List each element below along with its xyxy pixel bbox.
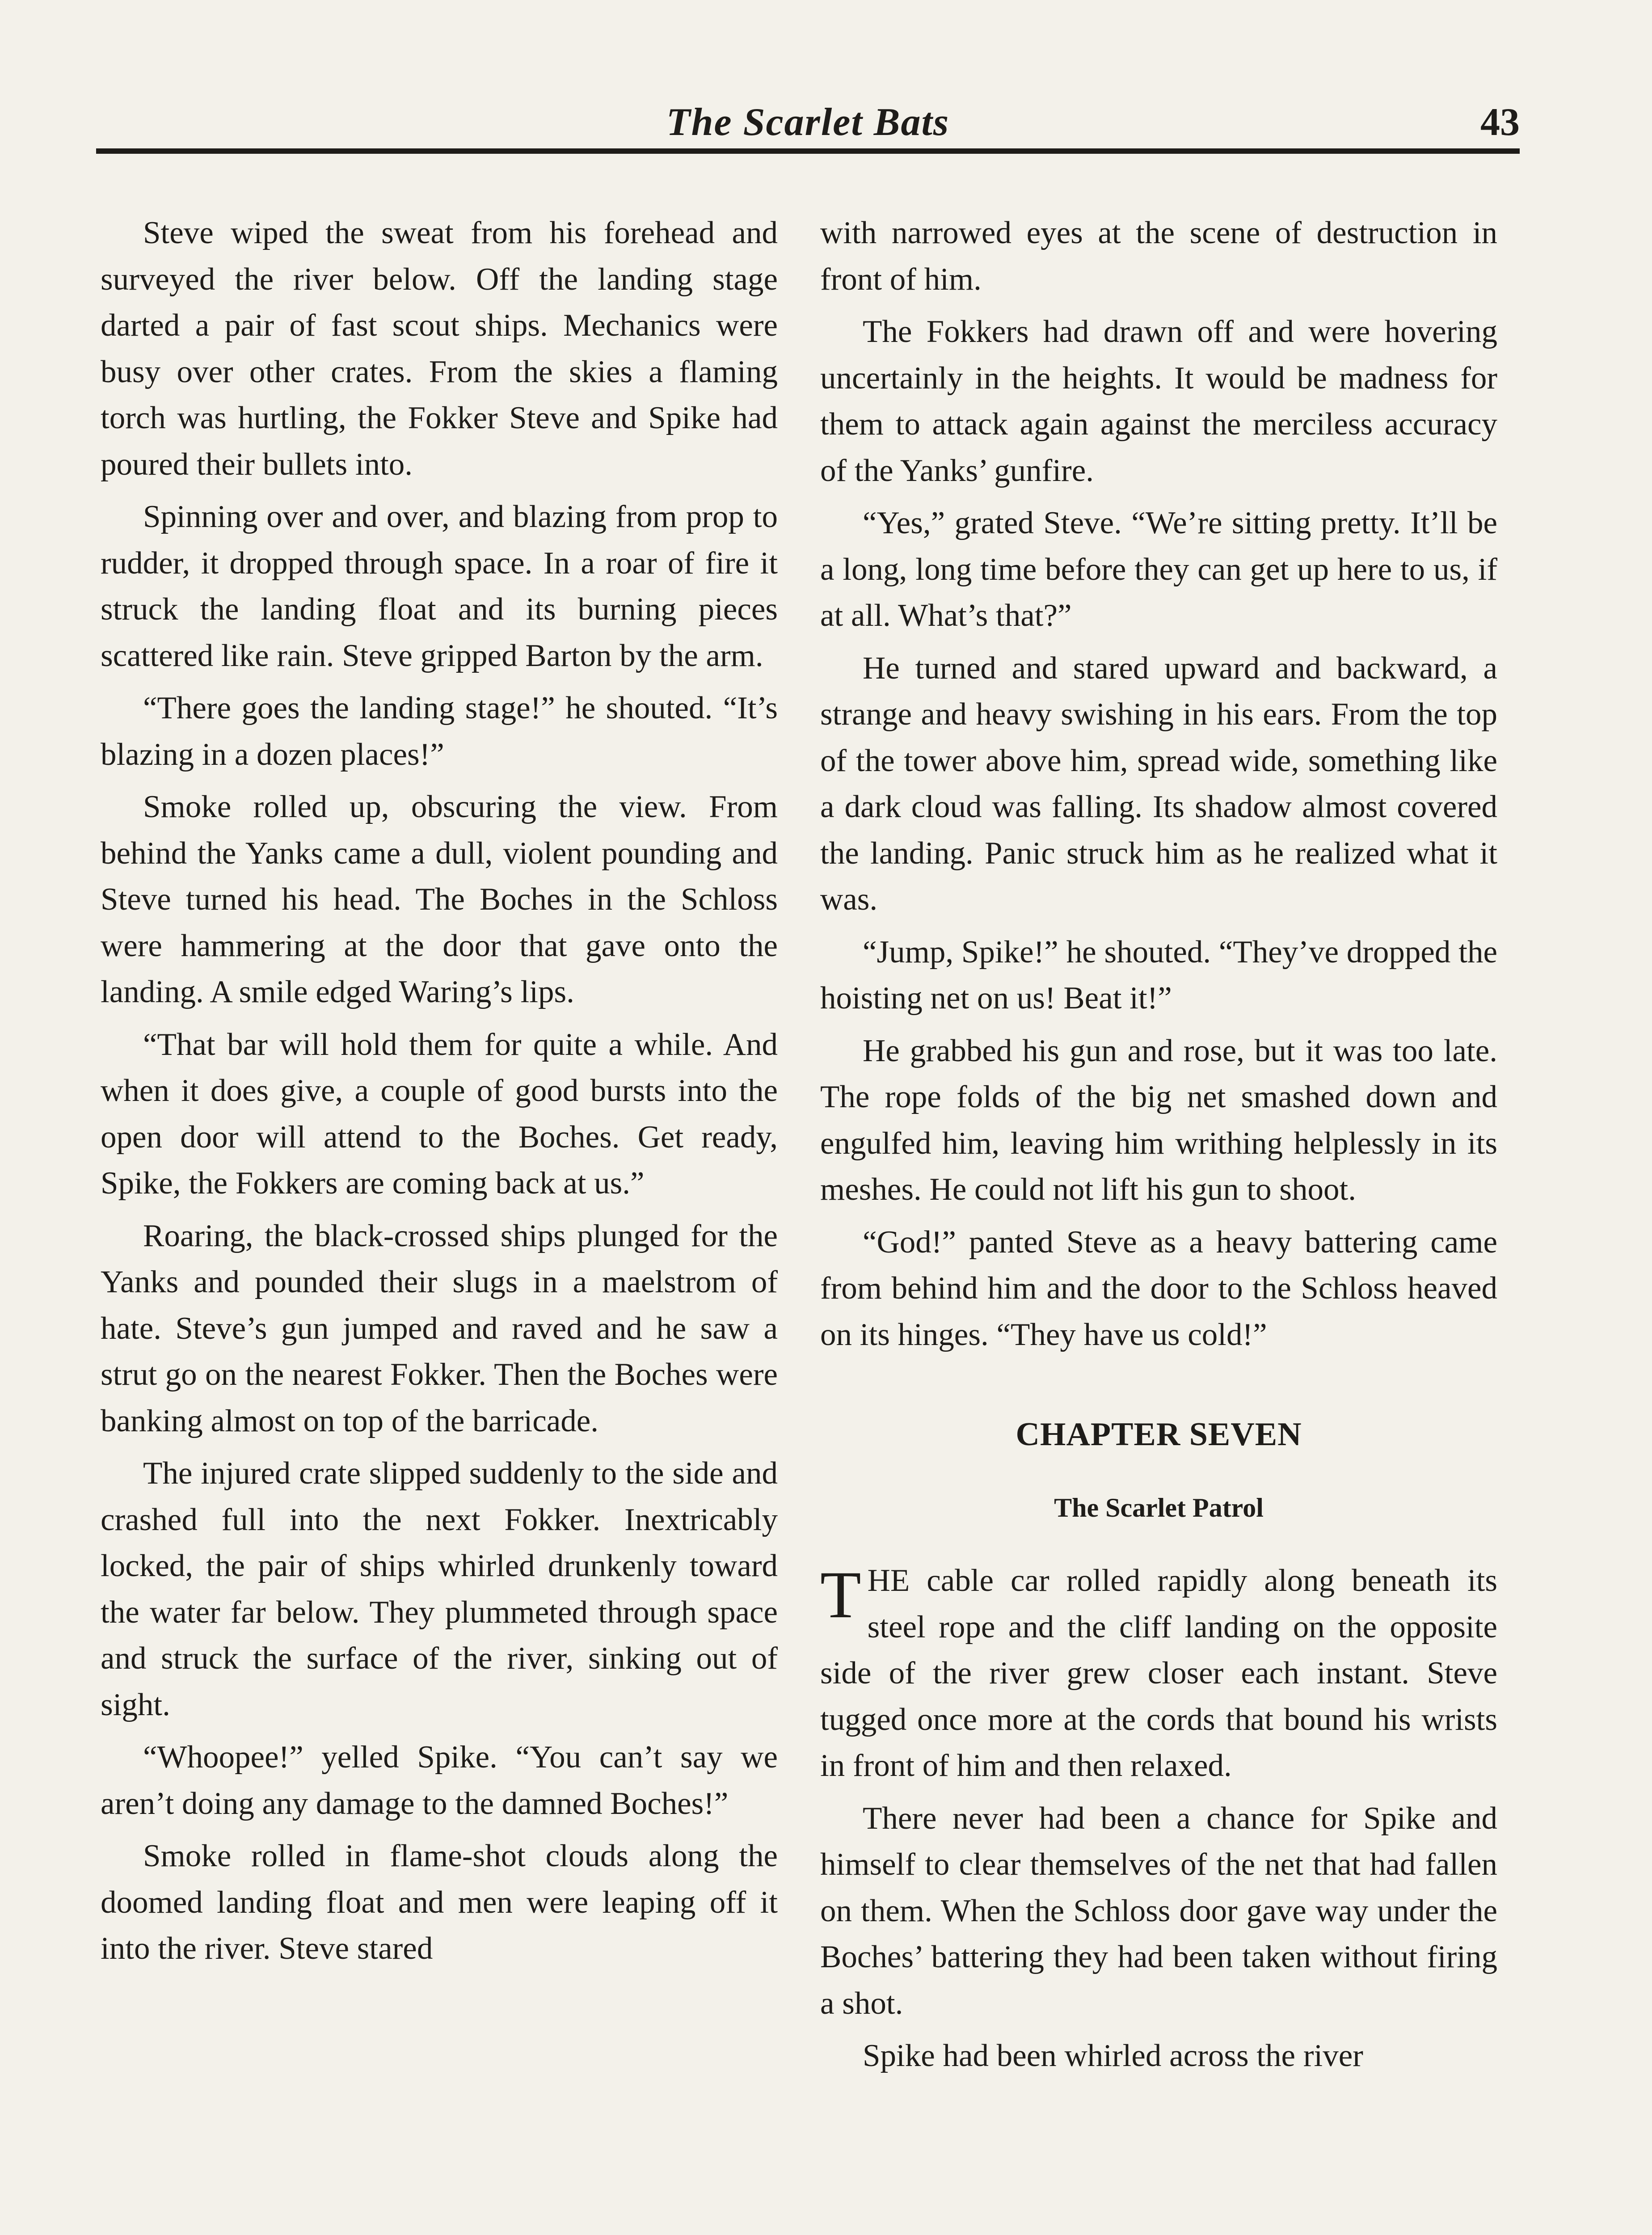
chapter-first-paragraph (820, 1558, 1497, 1789)
paragraph: Smoke rolled in flame-shot clouds along the doomed landing float and men were leaping off it into the river. Steve stared (101, 1839, 778, 1966)
chapter-subtitle: The Scarlet Patrol (1054, 1493, 1264, 1522)
paragraph: Spinning over and over, and blazing from prop to rudder, it dropped through space. In a roar of fire it struck the landing float and its burning pieces scattered like rain. Steve gripped Barton by the arm. (101, 499, 778, 673)
paragraph: He grabbed his gun and rose, but it was too late. The rope folds of the big net smashed down and engulfed him, leaving him writhing helplessly in its meshes. He could not lift his gun to shoot. (820, 1033, 1497, 1207)
first-paragraph-text: HE cable car rolled rapidly along beneath its steel rope and the cliff landing on the opposite side of the river grew closer each instant. Steve tugged once more at the cords that bound his wrists in front of him and then relaxed. (820, 1563, 1497, 1783)
page-number: 43 (1480, 101, 1520, 144)
paragraph: Roaring, the black-crossed ships plunged for the Yanks and pounded their slugs in a maelstrom of hate. Steve’s gun jumped and raved and he saw a strut go on the nearest Fokker. Then the Boches were banking almost on top of the barricade. (101, 1218, 778, 1438)
right-column (820, 210, 1497, 2086)
paragraph: “Yes,” grated Steve. “We’re sitting pretty. It’ll be a long, long time before they can get up here to us, if at all. What’s that?” (820, 506, 1497, 633)
paragraph-continuation: with narrowed eyes at the scene of destruction in front of him. (820, 215, 1497, 297)
paragraph: He turned and stared upward and backward, a strange and heavy swishing in his ears. From the top of the tower above him, spread wide, something like a dark cloud was falling. Its shadow almost covered the landing. Panic struck him as he realized what it was. (820, 650, 1497, 917)
paragraph: “God!” panted Steve as a heavy battering came from behind him and the door to the Schloss heaved on its hinges. “They have us cold!” (820, 1224, 1497, 1352)
left-column (101, 210, 778, 1978)
paragraph: “There goes the landing stage!” he shouted. “It’s blazing in a dozen places!” (101, 691, 778, 772)
chapter-title: CHAPTER SEVEN (1016, 1416, 1302, 1453)
paragraph: The injured crate slipped suddenly to the side and crashed full into the next Fokker. Inextricably locked, the pair of ships whirled drunkenly toward the water far below. They plummeted through space and struck the surface of the river, sinking out of sight. (101, 1456, 778, 1722)
paragraph: There never had been a chance for Spike and himself to clear themselves of the net that had fallen on them. When the Schloss door gave way under the Boches’ battering they had been taken without firing a shot. (820, 1801, 1497, 2021)
page-header (96, 96, 1520, 154)
paragraph: Spike had been whirled across the river (863, 2038, 1363, 2073)
paragraph: Steve wiped the sweat from his forehead and surveyed the river below. Off the landing stage darted a pair of fast scout ships. Mechanics were busy over other crates. From the skies a flaming torch was hurtling, the Fokker Steve and Spike had poured their bullets into. (101, 215, 778, 482)
drop-cap: T (820, 1558, 861, 1632)
running-title: The Scarlet Bats (666, 101, 950, 144)
paragraph: The Fokkers had drawn off and were hovering uncertainly in the heights. It would be madness for them to attack again against the merciless accuracy of the Yanks’ gunfire. (820, 314, 1497, 488)
paragraph: “Jump, Spike!” he shouted. “They’ve dropped the hoisting net on us! Beat it!” (820, 934, 1497, 1016)
paragraph: “Whoopee!” yelled Spike. “You can’t say we aren’t doing any damage to the damned Boches!” (101, 1740, 778, 1821)
paragraph: “That bar will hold them for quite a while. And when it does give, a couple of good bursts into the open door will attend to the Boches. Get ready, Spike, the Fokkers are coming back at us.” (101, 1027, 778, 1201)
paragraph: Smoke rolled up, obscuring the view. From behind the Yanks came a dull, violent pounding and Steve turned his head. The Boches in the Schloss were hammering at the door that gave onto the landing. A smile edged Waring’s lips. (101, 789, 778, 1009)
header-rule (96, 148, 1520, 154)
